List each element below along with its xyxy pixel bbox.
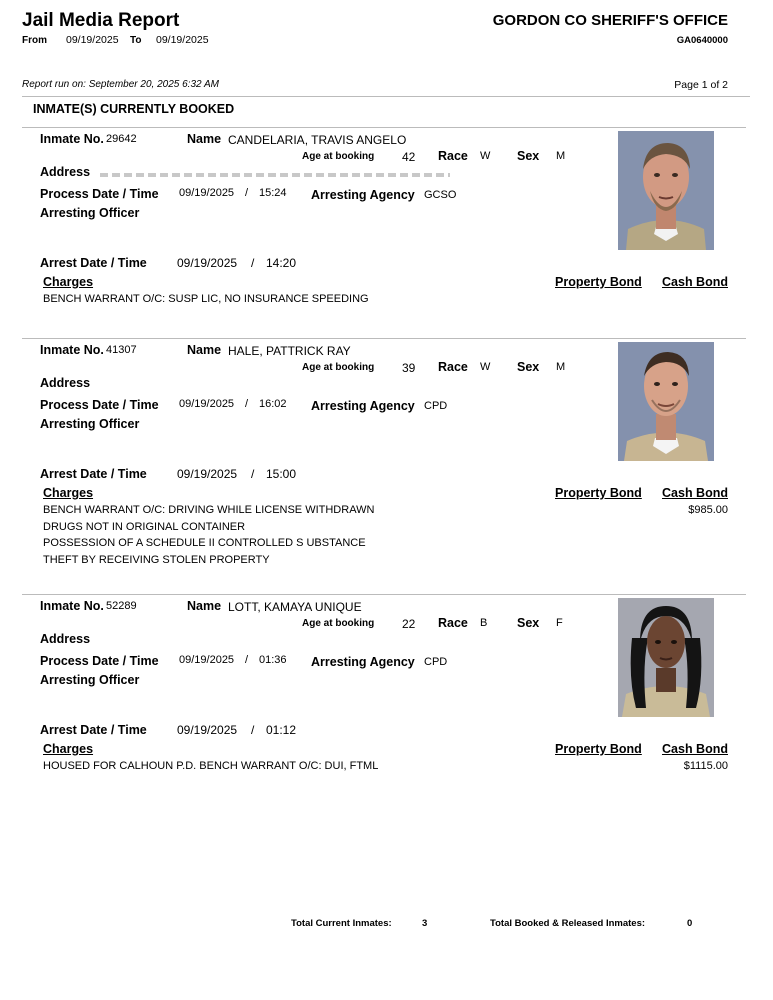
- process-time: 16:02: [259, 398, 287, 410]
- inmate-no-label: Inmate No.: [40, 599, 104, 613]
- agency-code: GA0640000: [676, 35, 728, 46]
- total-released-value: 0: [687, 918, 693, 929]
- total-released-label: Total Booked & Released Inmates:: [490, 918, 646, 929]
- process-time: 15:24: [259, 187, 287, 199]
- charge-item: HOUSED FOR CALHOUN P.D. BENCH WARRANT O/C: DUI, FTML: [43, 760, 379, 772]
- to-label: To: [130, 35, 142, 46]
- total-current-value: 3: [422, 918, 428, 929]
- name-label: Name: [187, 132, 222, 146]
- mugshot-photo: [618, 342, 714, 461]
- address-redacted: [100, 173, 450, 177]
- address-label: Address: [40, 376, 91, 390]
- charges-label: Charges: [43, 486, 94, 500]
- from-date: 09/19/2025: [66, 34, 119, 46]
- report-run-time: Report run on: September 20, 2025 6:32 AM: [22, 79, 219, 90]
- property-bond-label: Property Bond: [555, 742, 642, 756]
- arrest-label: Arrest Date / Time: [40, 467, 147, 481]
- name-value: HALE, PATTRICK RAY: [228, 344, 351, 358]
- process-date: 09/19/2025: [179, 398, 235, 410]
- officer-label: Arresting Officer: [40, 417, 140, 431]
- charge-item: BENCH WARRANT O/C: DRIVING WHILE LICENSE WITHDRAWN: [43, 504, 375, 516]
- property-bond-label: Property Bond: [555, 486, 642, 500]
- sex-value: F: [556, 617, 563, 629]
- agency-label: Arresting Agency: [311, 655, 415, 669]
- record-divider: [22, 594, 746, 595]
- to-date: 09/19/2025: [156, 34, 209, 46]
- process-slash: /: [245, 187, 249, 199]
- sex-value: M: [556, 361, 566, 373]
- sex-label: Sex: [517, 616, 540, 630]
- process-slash: /: [245, 398, 249, 410]
- arrest-date: 09/19/2025: [177, 467, 238, 481]
- sex-label: Sex: [517, 149, 540, 163]
- arrest-date: 09/19/2025: [177, 256, 238, 270]
- process-date: 09/19/2025: [179, 654, 235, 666]
- name-value: CANDELARIA, TRAVIS ANGELO: [228, 133, 407, 147]
- process-label: Process Date / Time: [40, 398, 159, 412]
- sex-label: Sex: [517, 360, 540, 374]
- inmate-no-value: 29642: [106, 133, 137, 145]
- cash-bond-label: Cash Bond: [662, 275, 728, 289]
- arrest-label: Arrest Date / Time: [40, 256, 147, 270]
- charges-label: Charges: [43, 275, 94, 289]
- address-label: Address: [40, 632, 91, 646]
- cash-bond-value: $985.00: [688, 504, 728, 516]
- cash-bond-value: $1115.00: [683, 760, 728, 772]
- arrest-label: Arrest Date / Time: [40, 723, 147, 737]
- name-label: Name: [187, 599, 222, 613]
- agency-name: GORDON CO SHERIFF'S OFFICE: [492, 12, 728, 29]
- process-time: 01:36: [259, 654, 287, 666]
- address-label: Address: [40, 165, 91, 179]
- age-value: 22: [402, 617, 416, 631]
- agency-value: CPD: [424, 400, 448, 412]
- inmate-no-label: Inmate No.: [40, 343, 104, 357]
- section-title: INMATE(S) CURRENTLY BOOKED: [33, 102, 235, 116]
- agency-value: GCSO: [424, 189, 457, 201]
- charges-label: Charges: [43, 742, 94, 756]
- section-divider: [22, 127, 746, 128]
- agency-value: CPD: [424, 656, 448, 668]
- process-date: 09/19/2025: [179, 187, 235, 199]
- charge-item: POSSESSION OF A SCHEDULE II CONTROLLED S UBSTANCE: [43, 537, 366, 549]
- arrest-slash: /: [251, 723, 255, 737]
- race-label: Race: [438, 149, 468, 163]
- age-label: Age at booking: [302, 151, 375, 162]
- inmate-no-value: 52289: [106, 600, 137, 612]
- process-slash: /: [245, 654, 249, 666]
- page-number: Page 1 of 2: [674, 79, 728, 91]
- race-value: B: [480, 617, 488, 629]
- cash-bond-label: Cash Bond: [662, 742, 728, 756]
- age-label: Age at booking: [302, 618, 375, 629]
- total-current-label: Total Current Inmates:: [291, 918, 392, 929]
- property-bond-label: Property Bond: [555, 275, 642, 289]
- charge-item: THEFT BY RECEIVING STOLEN PROPERTY: [43, 554, 270, 566]
- arrest-date: 09/19/2025: [177, 723, 238, 737]
- arrest-time: 01:12: [266, 723, 297, 737]
- arrest-slash: /: [251, 256, 255, 270]
- officer-label: Arresting Officer: [40, 206, 140, 220]
- inmate-no-label: Inmate No.: [40, 132, 104, 146]
- name-label: Name: [187, 343, 222, 357]
- age-value: 39: [402, 361, 416, 375]
- mugshot-photo: [618, 598, 714, 717]
- race-value: W: [480, 150, 491, 162]
- arrest-time: 14:20: [266, 256, 297, 270]
- header-divider: [22, 96, 750, 97]
- from-label: From: [22, 35, 47, 46]
- name-value: LOTT, KAMAYA UNIQUE: [228, 600, 362, 614]
- officer-label: Arresting Officer: [40, 673, 140, 687]
- process-label: Process Date / Time: [40, 187, 159, 201]
- report-title: Jail Media Report: [22, 10, 180, 31]
- race-value: W: [480, 361, 491, 373]
- race-label: Race: [438, 616, 468, 630]
- age-label: Age at booking: [302, 362, 375, 373]
- arrest-time: 15:00: [266, 467, 297, 481]
- process-label: Process Date / Time: [40, 654, 159, 668]
- mugshot-photo: [618, 131, 714, 250]
- agency-label: Arresting Agency: [311, 399, 415, 413]
- age-value: 42: [402, 150, 416, 164]
- inmate-no-value: 41307: [106, 344, 137, 356]
- sex-value: M: [556, 150, 566, 162]
- charge-item: BENCH WARRANT O/C: SUSP LIC, NO INSURANCE SPEEDING: [43, 293, 369, 305]
- cash-bond-label: Cash Bond: [662, 486, 728, 500]
- record-divider: [22, 338, 746, 339]
- agency-label: Arresting Agency: [311, 188, 415, 202]
- race-label: Race: [438, 360, 468, 374]
- arrest-slash: /: [251, 467, 255, 481]
- charge-item: DRUGS NOT IN ORIGINAL CONTAINER: [43, 521, 246, 533]
